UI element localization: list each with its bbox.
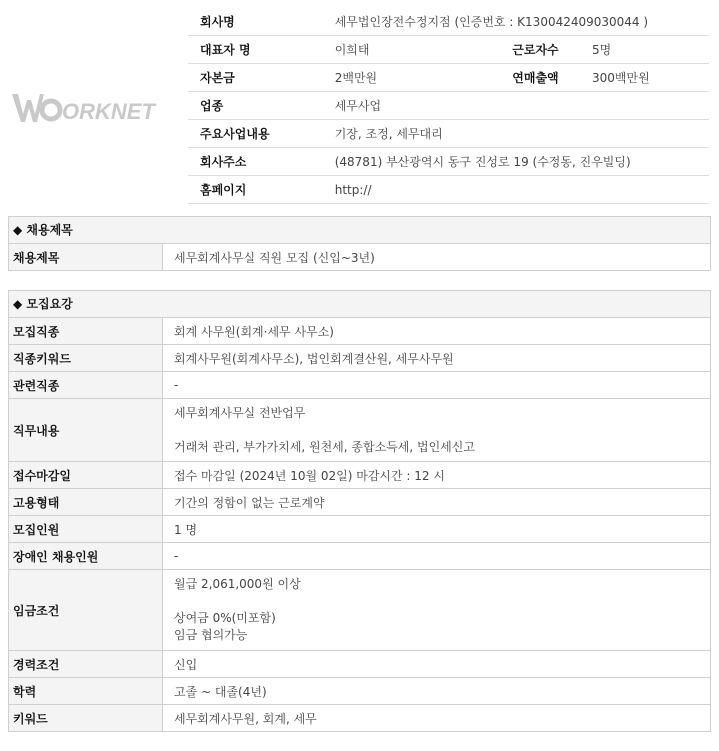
wage-value [163, 570, 710, 650]
homepage-link[interactable]: http:// [335, 176, 709, 204]
wage-label: 임금조건 [9, 570, 163, 650]
wage-line-2: 상여금 0%(미포함) [174, 611, 276, 625]
duty-line-2: 거래처 관리, 부가가치세, 원천세, 종합소득세, 법인세신고 [174, 439, 475, 454]
ceo-value: 이희태 [335, 36, 513, 64]
revenue-value: 300백만원 [592, 64, 709, 92]
recruit-title-row [9, 244, 710, 271]
row-employment-type [9, 489, 710, 516]
headcount-value: 1 명 [174, 522, 198, 537]
row-wage [9, 570, 710, 651]
recruit-details-header: ◆ 모집요강 [9, 291, 710, 318]
career-label: 경력조건 [9, 651, 163, 677]
worknet-logo-graphic [10, 88, 170, 128]
company-row-address [188, 148, 709, 176]
ceo-label: 대표자 명 [188, 36, 335, 64]
row-related-job [9, 372, 710, 399]
industry-value: 세무사업 [335, 92, 709, 120]
job-keywords-label: 직종키워드 [9, 345, 163, 371]
deadline-value: 접수 마감일 (2024년 10월 02일) 마감시간 : 12 시 [174, 468, 445, 483]
row-job-keywords [9, 345, 710, 372]
disabled-hiring-value: - [174, 549, 179, 563]
row-keyword [9, 705, 710, 732]
row-disabled-hiring [9, 543, 710, 570]
recruit-title-label: 채용제목 [9, 244, 163, 270]
job-keywords-value: 회계사무원(회계사무소), 법인회계결산원, 세무사무원 [174, 351, 454, 366]
worknet-logo [10, 88, 170, 128]
job-value: 회계 사무원(회계·세무 사무소) [174, 324, 334, 339]
company-name-label: 회사명 [188, 8, 335, 36]
company-row-capital [188, 64, 709, 92]
recruit-details-section [8, 290, 711, 732]
wage-line-3: 임금 협의가능 [174, 628, 248, 642]
company-name-value: 세무법인장전수정지점 (인증번호 : K130042409030044 ) [335, 8, 709, 36]
company-row-industry [188, 92, 709, 120]
wage-line-1: 월급 2,061,000원 이상 [174, 577, 301, 591]
company-row-homepage [188, 176, 709, 204]
related-job-value: - [174, 378, 179, 392]
logo-text: ORKNET [62, 99, 155, 124]
employment-type-label: 고용형태 [9, 489, 163, 515]
company-row-business [188, 120, 709, 148]
address-value: (48781) 부산광역시 동구 진성로 19 (수정동, 진우빌딩) [335, 148, 709, 176]
duty-line-1: 세무회계사무실 전반업무 [174, 405, 306, 420]
career-value: 신입 [174, 657, 198, 672]
row-job [9, 318, 710, 345]
disabled-hiring-label: 장애인 채용인원 [9, 543, 163, 569]
address-label: 회사주소 [188, 148, 335, 176]
row-education [9, 678, 710, 705]
row-deadline [9, 462, 710, 489]
headcount-label: 모집인원 [9, 516, 163, 542]
capital-label: 자본금 [188, 64, 335, 92]
employment-type-value: 기간의 정함이 없는 근로계약 [174, 495, 325, 510]
row-duty [9, 399, 710, 462]
related-job-label: 관련직종 [9, 372, 163, 398]
keyword-label: 키워드 [9, 705, 163, 731]
capital-value: 2백만원 [335, 64, 513, 92]
company-row-ceo [188, 36, 709, 64]
recruit-title-value: 세무회계사무실 직원 모집 (신입~3년) [174, 250, 375, 265]
duty-value [163, 399, 710, 461]
revenue-label: 연매출액 [512, 64, 592, 92]
recruit-title-section [8, 216, 711, 271]
industry-label: 업종 [188, 92, 335, 120]
company-info-table [188, 8, 709, 204]
duty-label: 직무내용 [9, 399, 163, 461]
row-headcount [9, 516, 710, 543]
row-career [9, 651, 710, 678]
deadline-label: 접수마감일 [9, 462, 163, 488]
business-label: 주요사업내용 [188, 120, 335, 148]
education-value: 고졸 ~ 대졸(4년) [174, 684, 267, 699]
employees-value: 5명 [592, 36, 709, 64]
recruit-title-header: ◆ 채용제목 [9, 217, 710, 244]
business-value: 기장, 조정, 세무대리 [335, 120, 709, 148]
keyword-value: 세무회계사무원, 회계, 세무 [174, 711, 317, 726]
job-label: 모집직종 [9, 318, 163, 344]
homepage-label: 홈페이지 [188, 176, 335, 204]
employees-label: 근로자수 [512, 36, 592, 64]
education-label: 학력 [9, 678, 163, 704]
company-row-name [188, 8, 709, 36]
